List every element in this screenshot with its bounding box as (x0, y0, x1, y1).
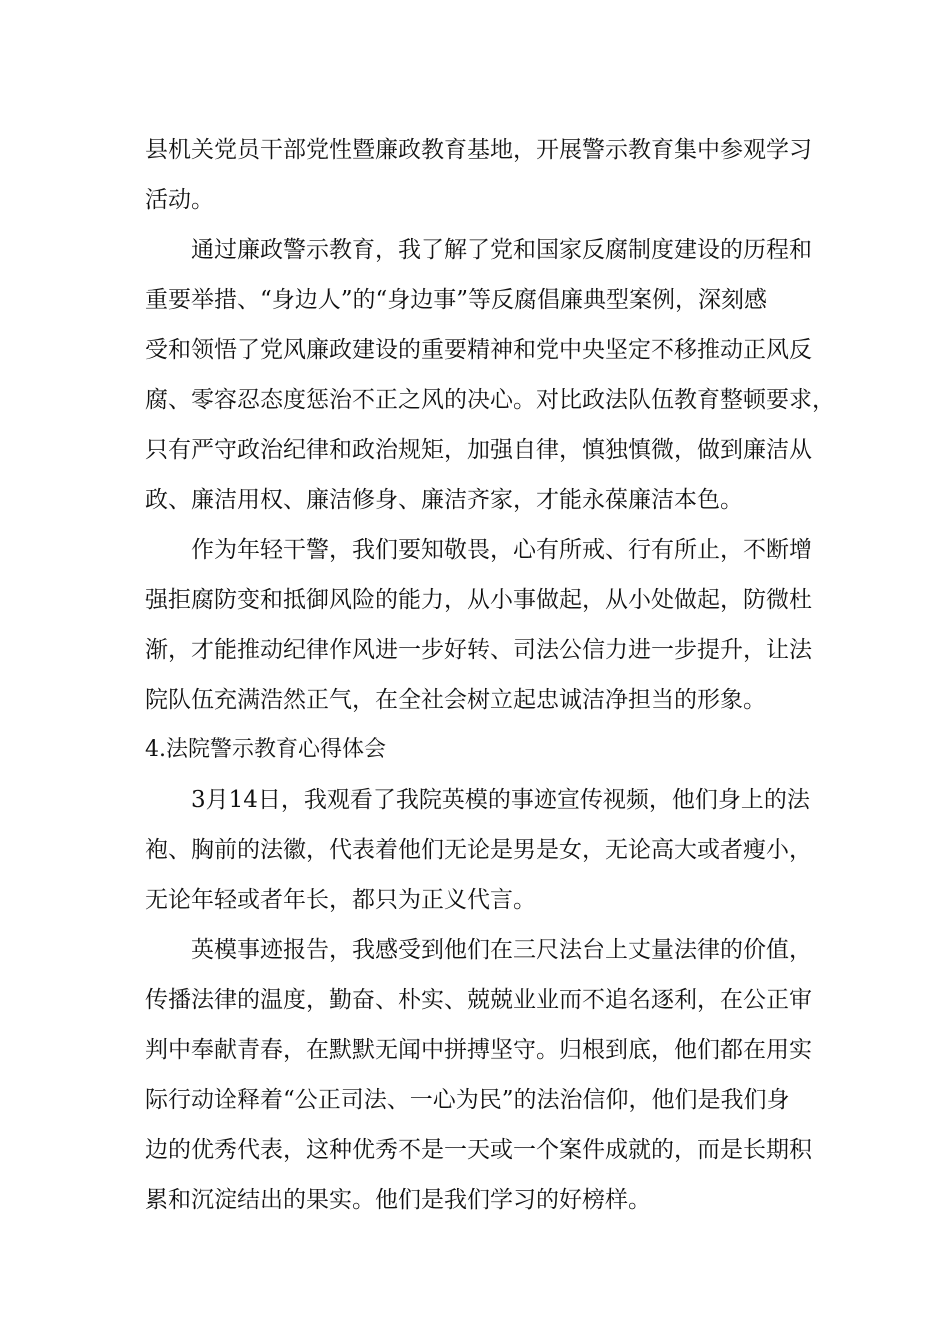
paragraph-line: 判中奉献青春，在默默无闻中拼搏坚守。归根到底，他们都在用实 (145, 1037, 812, 1063)
paragraph-line: 重要举措、“身边人”的“身边事”等反腐倡廉典型案例，深刻感 (145, 287, 768, 313)
paragraph-line: 县机关党员干部党性暨廉政教育基地，开展警示教育集中参观学习 (145, 137, 812, 163)
paragraph-line: 腐、零容忍态度惩治不正之风的决心。对比政法队伍教育整顿要求， (145, 387, 835, 413)
section-heading: 4.法院警示教育心得体会 (145, 737, 386, 762)
paragraph-line: 只有严守政治纪律和政治规矩，加强自律，慎独慎微，做到廉洁从 (145, 437, 812, 463)
paragraph-line: 际行动诠释着“公正司法、一心为民”的法治信仰，他们是我们身 (145, 1087, 790, 1113)
paragraph-line: 3月14日，我观看了我院英模的事迹宣传视频，他们身上的法 (191, 787, 810, 813)
paragraph-line: 英模事迹报告，我感受到他们在三尺法台上丈量法律的价值， (191, 937, 812, 963)
paragraph-line: 无论年轻或者年长，都只为正义代言。 (145, 887, 536, 913)
paragraph-line: 传播法律的温度，勤奋、朴实、兢兢业业而不追名逐利，在公正审 (145, 987, 812, 1013)
paragraph-line: 政、廉洁用权、廉洁修身、廉洁齐家，才能永葆廉洁本色。 (145, 487, 743, 513)
paragraph-line: 通过廉政警示教育，我了解了党和国家反腐制度建设的历程和 (191, 237, 812, 263)
paragraph-line: 作为年轻干警，我们要知敬畏，心有所戒、行有所止，不断增 (191, 537, 812, 563)
paragraph-line: 累和沉淀结出的果实。他们是我们学习的好榜样。 (145, 1187, 651, 1213)
paragraph-line: 渐，才能推动纪律作风进一步好转、司法公信力进一步提升，让法 (145, 637, 812, 663)
paragraph-line: 袍、胸前的法徽，代表着他们无论是男是女，无论高大或者瘦小， (145, 837, 812, 863)
paragraph-line: 边的优秀代表，这种优秀不是一天或一个案件成就的，而是长期积 (145, 1137, 812, 1163)
paragraph-line: 受和领悟了党风廉政建设的重要精神和党中央坚定不移推动正风反 (145, 337, 812, 363)
paragraph-line: 院队伍充满浩然正气，在全社会树立起忠诚洁净担当的形象。 (145, 687, 766, 713)
paragraph-line: 活动。 (145, 187, 214, 213)
paragraph-line: 强拒腐防变和抵御风险的能力，从小事做起，从小处做起，防微杜 (145, 587, 812, 613)
